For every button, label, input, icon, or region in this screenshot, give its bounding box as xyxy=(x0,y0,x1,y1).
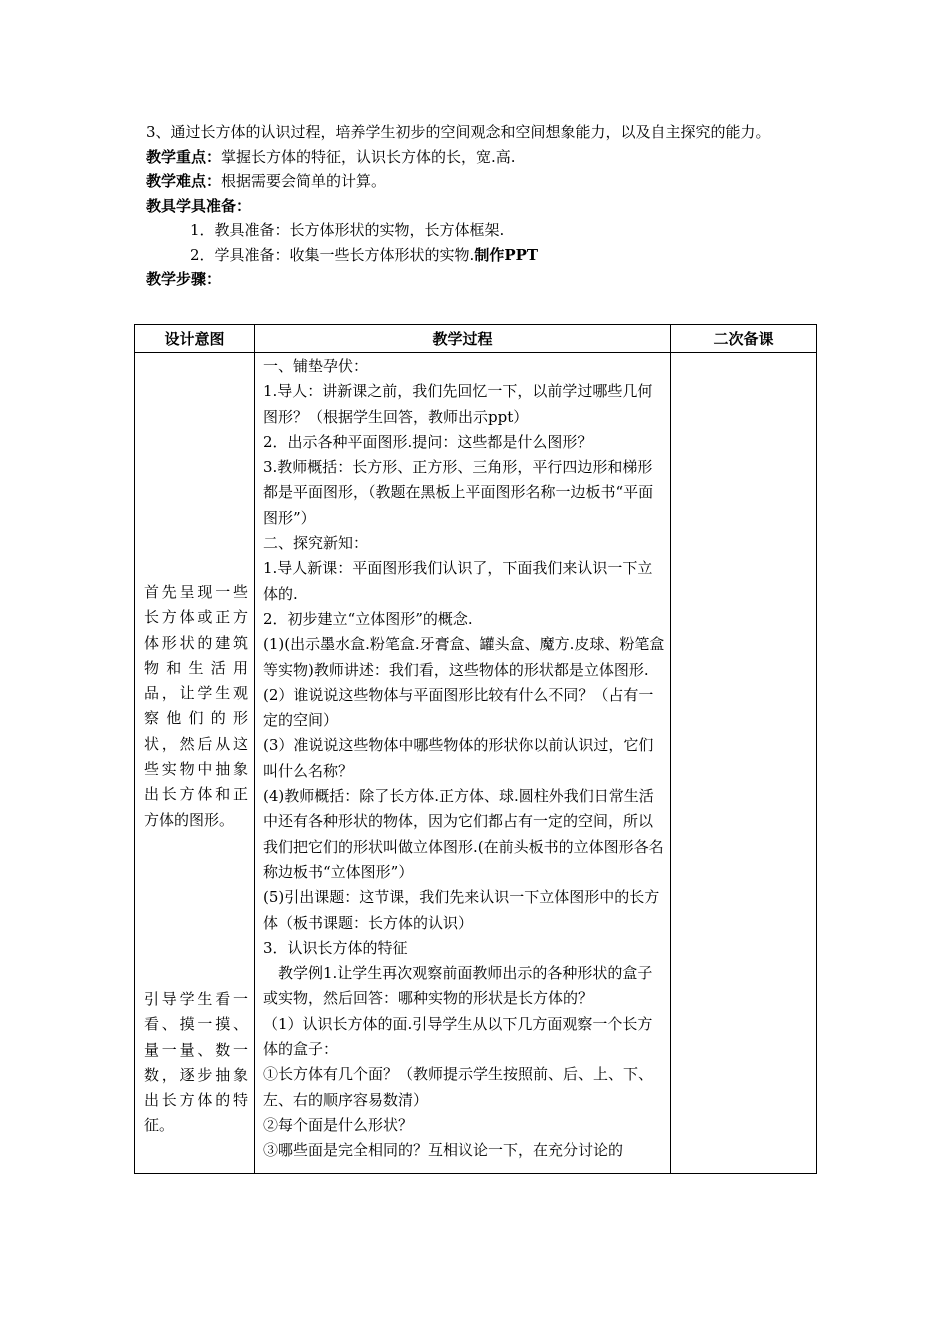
process-line: (4)教师概括：除了长方体.正方体、球.圆柱外我们日常生活中还有各种形状的物体，因为它们都占有一定的空间，所以我们把它们的形状叫做立体图形.(在前头板书的立体图形各名称边板书“立体图形”） xyxy=(263,787,664,881)
prep-item-ppt: 制作PPT xyxy=(474,245,539,264)
process-line: 2．出示各种平面图形.提问：这些都是什么图形？ xyxy=(263,432,593,451)
design-note-1: 首先呈现一些长方体或正方体形状的建筑物和生活用品，让学生观察他们的形状，然后从这些实物中抽象出长方体和正方体的图形。 xyxy=(144,583,248,829)
key-point-label: 教学重点： xyxy=(146,147,222,166)
second-prep-cell xyxy=(671,353,817,1174)
process-line: 一、铺垫孕伏： xyxy=(263,357,369,375)
key-point-text: 掌握长方体的特征，认识长方体的长，宽.高. xyxy=(221,147,516,166)
difficulty-label: 教学难点： xyxy=(146,172,222,190)
design-note-2: 引导学生看一看、摸一摸、量一量、数一数，逐步抽象出长方体的特征。 xyxy=(144,989,248,1135)
goal-3: 3、通过长方体的认识过程，培养学生初步的空间观念和空间想象能力，以及自主探究的能力。 xyxy=(146,123,771,141)
difficulty-line xyxy=(146,169,816,194)
design-intent-cell xyxy=(135,353,255,1174)
process-line: ①长方体有几个面？（教师提示学生按照前、后、上、下、左、右的顺序容易数清） xyxy=(263,1065,654,1109)
process-line: (1)(出示墨水盒.粉笔盒.牙膏盒、罐头盒、魔方.皮球、粉笔盒等实物)教师讲述：我们看，这些物体的形状都是立体图形. xyxy=(263,635,665,679)
process-line: (5)引出课题：这节课，我们先来认识一下立体图形中的长方体（板书课题：长方体的认识） xyxy=(263,888,660,932)
header-teaching-process: 教学过程 xyxy=(255,325,671,353)
lesson-intro xyxy=(146,120,816,292)
process-line: （1）认识长方体的面.引导学生从以下几方面观察一个长方体的盒子： xyxy=(263,1014,653,1059)
process-line: 1.导人：讲新课之前，我们先回忆一下，以前学过哪些几何图形？（根据学生回答，教师出示ppt） xyxy=(263,382,653,426)
process-line: (3）准说说这些物体中哪些物体的形状你以前认识过，它们叫什么名称？ xyxy=(263,736,654,780)
table-row xyxy=(135,353,817,1174)
header-design-intent: 设计意图 xyxy=(135,325,255,353)
process-line: (2）谁说说这些物体与平面图形比较有什么不同？（占有一定的空间） xyxy=(263,685,654,730)
process-line: 二、探究新知： xyxy=(263,534,369,553)
header-second-prep: 二次备课 xyxy=(671,325,817,353)
prep-item-student xyxy=(146,243,816,268)
process-line: 3．认识长方体的特征 xyxy=(263,938,408,957)
process-line: ③哪些面是完全相同的？互相议论一下，在充分讨论的 xyxy=(263,1141,624,1160)
prep-item-student-text: 2．学具准备：收集一些长方体形状的实物. xyxy=(190,245,475,264)
prep-label: 教具学具准备： xyxy=(146,196,252,215)
prep-item-teacher: 1．教具准备：长方体形状的实物，长方体框架. xyxy=(190,221,505,239)
process-line: 教学例1.让学生再次观察前面教师出示的各种形状的盒子或实物，然后回答：哪种实物的形状是长方体的？ xyxy=(263,964,653,1008)
table-header-row xyxy=(135,325,817,353)
key-point-line xyxy=(146,145,816,170)
teaching-process-cell xyxy=(255,353,671,1174)
process-line: 2．初步建立“立体图形”的概念. xyxy=(263,609,473,628)
process-line: ②每个面是什么形状？ xyxy=(263,1115,414,1134)
lesson-plan-table xyxy=(134,324,817,1174)
steps-label: 教学步骤： xyxy=(146,270,222,288)
process-line: 1.导人新课：平面图形我们认识了，下面我们来认识一下立体的. xyxy=(263,559,653,603)
process-line: 3.教师概括：长方形、正方形、三角形，平行四边形和梯形都是平面图形，（教题在黑板上平面图形名称一边板书“平面图形”） xyxy=(263,458,654,527)
difficulty-text: 根据需要会简单的计算。 xyxy=(221,172,387,190)
